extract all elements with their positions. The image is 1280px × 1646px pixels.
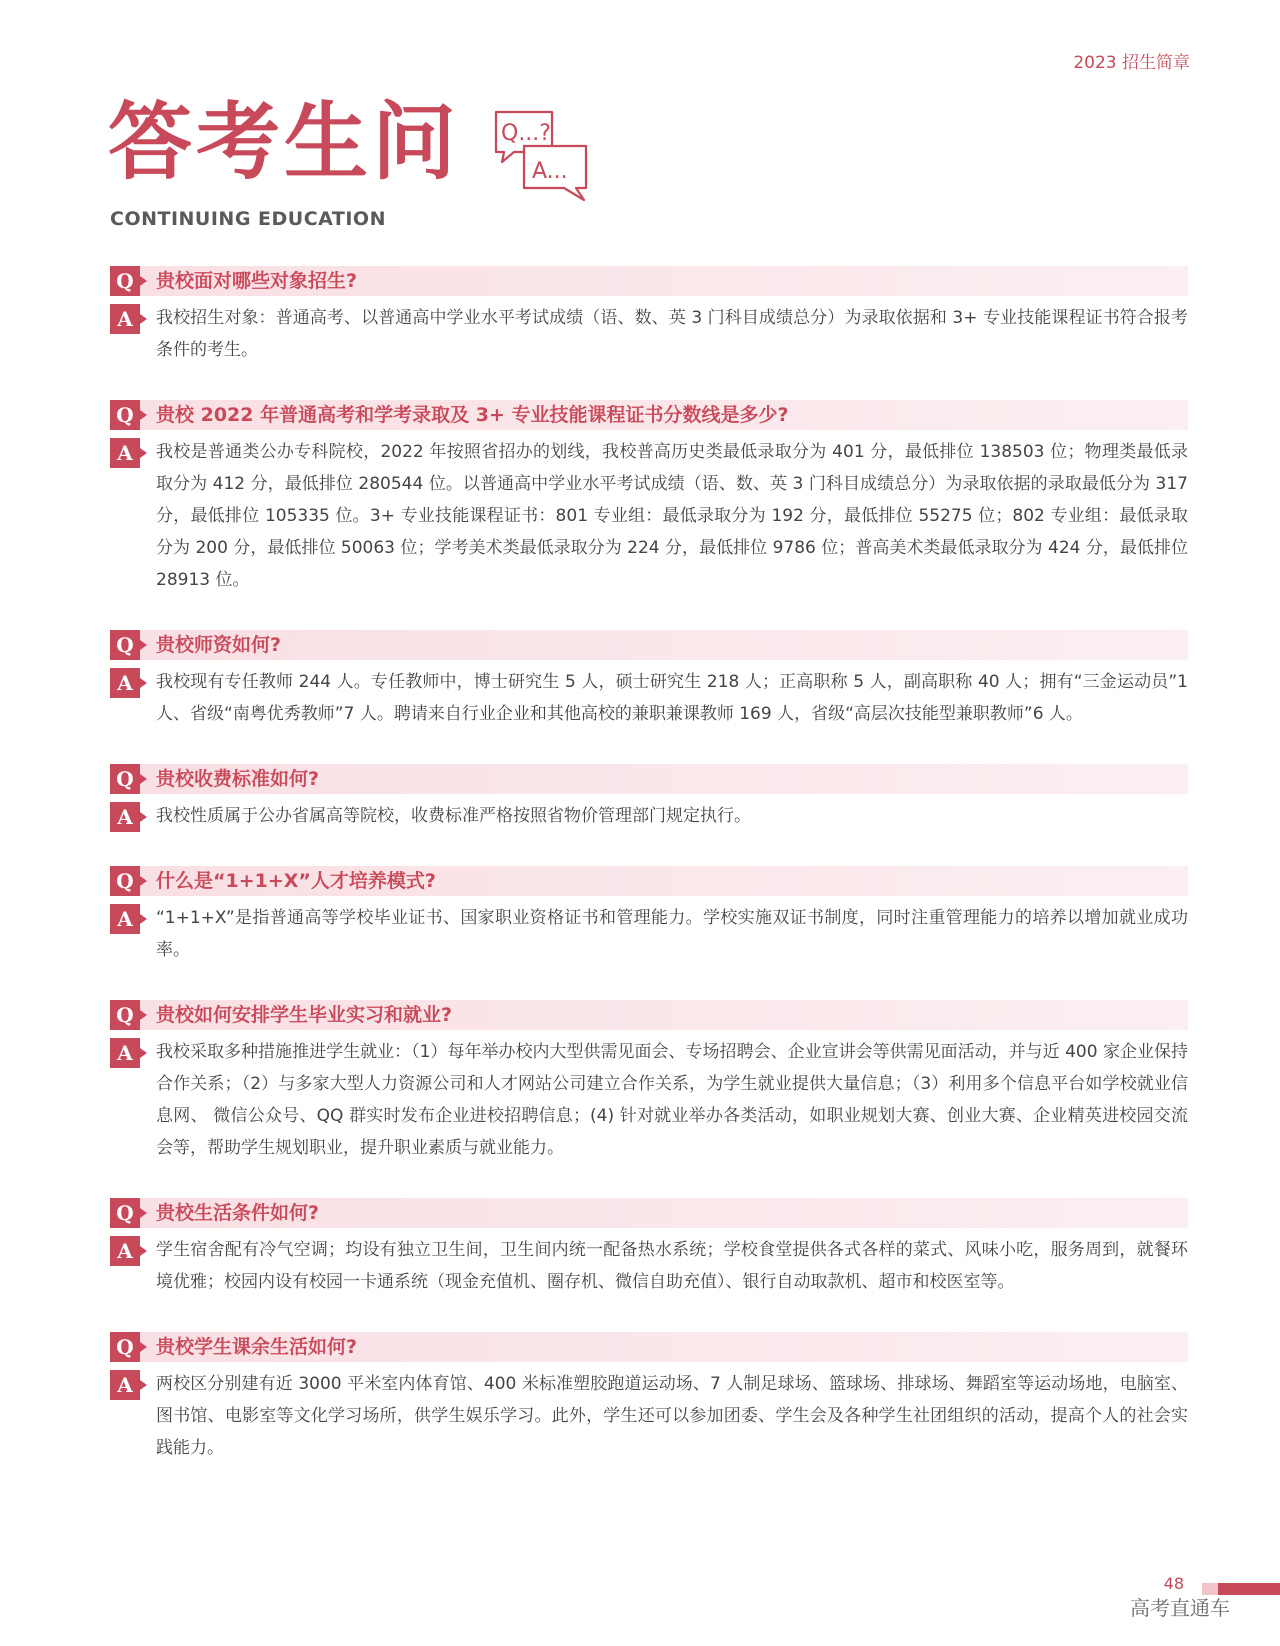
answer-text: 两校区分别建有近 3000 平米室内体育馆、400 米标准塑胶跑道运动场、7 人制足球场、篮球场、排球场、舞蹈室等运动场地，电脑室、图书馆、电影室等文化学习场所，供学生娱乐学习。此外，学生还可以参加团委、学生会及各种学生社团组织的活动，提高个人的社会实践能力。	[156, 1374, 1188, 1458]
answer-badge: A	[110, 904, 140, 934]
answer-text: 学生宿舍配有冷气空调；均设有独立卫生间，卫生间内统一配备热水系统；学校食堂提供各式各样的菜式、风味小吃，服务周到，就餐环境优雅；校园内设有校园一卡通系统（现金充值机、圈存机、微信自助充值）、银行自动取款机、超市和校医室等。	[156, 1240, 1188, 1292]
question-row	[110, 266, 1188, 296]
answer-badge: A	[110, 668, 140, 698]
answer-row	[110, 436, 1188, 596]
question-row	[110, 630, 1188, 660]
question-row	[110, 1332, 1188, 1362]
faq-item	[110, 266, 1188, 366]
answer-text: 我校是普通类公办专科院校，2022 年按照省招办的划线，我校普高历史类最低录取分为 401 分，最低排位 138503 位；物理类最低录取分为 412 分，最低排位 280544 位。以普通高中学业水平考试成绩（语、数、英 3 门科目成绩总分）为录取依据的录取最低分为 317 分，最低排位 105335 位。3+ 专业技能课程证书：801 专业组：最低录取分为 192 分，最低排位 55275 位；802 专业组：最低录取分为 200 分，最低排位 50063 位；学考美术类最低录取分为 224 分，最低排位 9786 位；普高美术类最低录取分为 424 分，最低排位 28913 位。	[156, 442, 1188, 590]
watermark-text: 高考直通车	[1130, 1596, 1230, 1620]
question-row	[110, 1000, 1188, 1030]
question-badge: Q	[110, 630, 140, 660]
answer-row	[110, 800, 1188, 832]
question-text: 贵校生活条件如何?	[156, 1202, 320, 1224]
faq-item	[110, 400, 1188, 596]
answer-row	[110, 666, 1188, 730]
question-badge: Q	[110, 1198, 140, 1228]
faq-item	[110, 1332, 1188, 1464]
faq-item	[110, 1198, 1188, 1298]
answer-text: 我校性质属于公办省属高等院校，收费标准严格按照省物价管理部门规定执行。	[156, 806, 751, 826]
answer-row	[110, 1368, 1188, 1464]
question-text: 贵校 2022 年普通高考和学考录取及 3+ 专业技能课程证书分数线是多少?	[156, 404, 789, 426]
question-badge: Q	[110, 1000, 140, 1030]
qa-icon-q-text: Q...?	[501, 121, 551, 146]
answer-text: 我校采取多种措施推进学生就业：（1）每年举办校内大型供需见面会、专场招聘会、企业宣讲会等供需见面活动，并与近 400 家企业保持合作关系；（2）与多家大型人力资源公司和人才网站公司建立合作关系，为学生就业提供大量信息；（3）利用多个信息平台如学校就业信息网、 微信公众号、QQ 群实时发布企业进校招聘信息；(4) 针对就业举办各类活动，如职业规划大赛、创业大赛、企业精英进校园交流会等，帮助学生规划职业，提升职业素质与就业能力。	[156, 1042, 1188, 1158]
question-text: 什么是“1+1+X”人才培养模式?	[156, 870, 436, 892]
question-text: 贵校学生课余生活如何?	[156, 1336, 358, 1358]
faq-item	[110, 764, 1188, 832]
question-row	[110, 1198, 1188, 1228]
document-label: 2023 招生简章	[1073, 53, 1190, 73]
answer-badge: A	[110, 802, 140, 832]
answer-row	[110, 1234, 1188, 1298]
answer-badge: A	[110, 1370, 140, 1400]
answer-badge: A	[110, 1236, 140, 1266]
answer-badge: A	[110, 304, 140, 334]
question-row	[110, 400, 1188, 430]
faq-item	[110, 1000, 1188, 1164]
question-badge: Q	[110, 764, 140, 794]
page-number: 48	[1163, 1574, 1184, 1593]
question-badge: Q	[110, 1332, 140, 1362]
answer-text: 我校现有专任教师 244 人。专任教师中，博士研究生 5 人，硕士研究生 218 人；正高职称 5 人，副高职称 40 人；拥有“三金运动员”1 人、省级“南粤优秀教师”7 人。聘请来自行业企业和其他高校的兼职兼课教师 169 人，省级“高层次技能型兼职教师”6 人。	[156, 672, 1188, 724]
answer-badge: A	[110, 438, 140, 468]
question-text: 贵校师资如何?	[156, 634, 282, 656]
answer-row	[110, 302, 1188, 366]
answer-row	[110, 902, 1188, 966]
page-title: 答考生问	[108, 92, 461, 191]
faq-item	[110, 630, 1188, 730]
faq-list	[110, 266, 1188, 1498]
question-text: 贵校面对哪些对象招生?	[156, 270, 358, 292]
answer-text: 我校招生对象：普通高考、以普通高中学业水平考试成绩（语、数、英 3 门科目成绩总分）为录取依据和 3+ 专业技能课程证书符合报考条件的考生。	[156, 308, 1188, 360]
qa-icon-a-text: A...	[532, 159, 568, 184]
answer-badge: A	[110, 1038, 140, 1068]
faq-item	[110, 866, 1188, 966]
question-text: 贵校收费标准如何?	[156, 768, 320, 790]
answer-text: “1+1+X”是指普通高等学校毕业证书、国家职业资格证书和管理能力。学校实施双证书制度，同时注重管理能力的培养以增加就业成功率。	[156, 908, 1188, 960]
question-row	[110, 866, 1188, 896]
qa-speech-bubbles-icon	[492, 108, 596, 204]
question-row	[110, 764, 1188, 794]
answer-row	[110, 1036, 1188, 1164]
question-badge: Q	[110, 266, 140, 296]
question-badge: Q	[110, 400, 140, 430]
question-badge: Q	[110, 866, 140, 896]
question-text: 贵校如何安排学生毕业实习和就业?	[156, 1004, 453, 1026]
page-subtitle: CONTINUING EDUCATION	[110, 208, 386, 230]
